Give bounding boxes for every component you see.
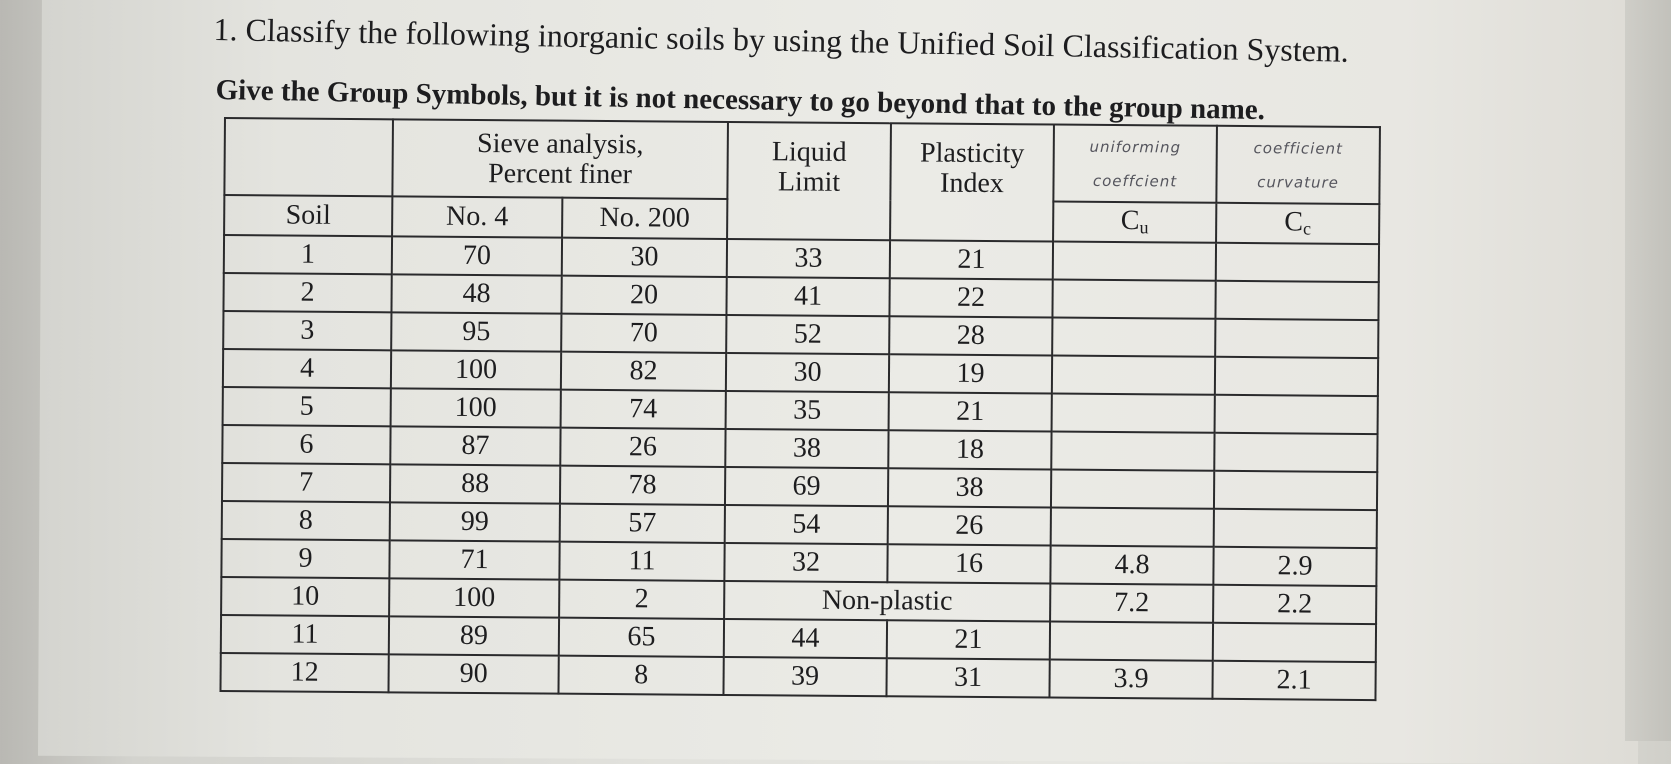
no4-cell: 48	[391, 274, 561, 313]
header-liquid-limit	[727, 122, 891, 240]
pi-cell: 26	[888, 506, 1051, 545]
cc-cell	[1216, 243, 1379, 282]
question-instruction: Give the Group Symbols, but it is not necessary to go beyond that to the group name.	[215, 73, 1266, 127]
cc-cell	[1215, 357, 1378, 396]
cc-cell	[1215, 281, 1378, 320]
soil-cell: 6	[222, 425, 390, 464]
soil-cell: 1	[224, 235, 392, 274]
header-cc-symbol	[1216, 203, 1379, 244]
ll-cell: 39	[723, 657, 886, 696]
pi-cell: 16	[887, 544, 1050, 583]
no200-cell: 70	[561, 314, 726, 353]
ll-header-line1: Liquid	[771, 136, 847, 168]
no4-cell: 100	[391, 350, 561, 389]
no200-cell: 30	[562, 238, 727, 277]
cc-cell	[1214, 433, 1377, 472]
no200-cell: 2	[559, 580, 724, 619]
soil-cell: 3	[223, 311, 391, 350]
cu-cell	[1053, 242, 1216, 281]
cu-handwritten-line1: uniforming	[1089, 137, 1182, 157]
no200-cell: 11	[559, 542, 724, 581]
soil-cell: 8	[222, 501, 390, 540]
pi-cell: 28	[889, 316, 1052, 355]
cc-cell	[1214, 471, 1377, 510]
no4-cell: 87	[390, 426, 560, 465]
soil-cell: 10	[221, 577, 389, 616]
soil-cell: 2	[223, 273, 391, 312]
no4-cell: 70	[392, 236, 562, 275]
no200-cell: 82	[561, 352, 726, 391]
cc-handwritten-line2: curvature	[1257, 172, 1339, 192]
ll-header-line2: Limit	[777, 166, 841, 198]
soil-cell: 11	[221, 615, 389, 654]
no200-cell: 26	[560, 428, 725, 467]
ll-cell: 44	[724, 619, 887, 658]
pi-cell: 22	[889, 278, 1052, 317]
header-cu-handwritten	[1053, 125, 1217, 203]
soil-cell: 5	[223, 387, 391, 426]
pi-cell: 21	[890, 240, 1053, 279]
cc-cell: 2.9	[1213, 547, 1376, 586]
cc-handwritten-line1: coefficient	[1253, 138, 1344, 158]
no4-cell: 99	[390, 502, 560, 541]
cu-handwritten-line2: coeffcient	[1092, 171, 1178, 190]
pi-header-line1: Plasticity	[919, 137, 1025, 170]
cu-cell: 7.2	[1050, 584, 1213, 623]
header-soil: Soil	[224, 195, 392, 236]
no200-cell: 20	[561, 276, 726, 315]
cu-cell: 4.8	[1050, 546, 1213, 585]
cu-cell	[1050, 622, 1213, 661]
cc-cell: 2.1	[1212, 661, 1375, 700]
cu-letter: C	[1120, 205, 1140, 237]
pi-cell: 31	[886, 658, 1049, 697]
header-corner-cell	[224, 118, 393, 196]
ll-cell: 30	[726, 353, 889, 392]
soil-cell: 9	[221, 539, 389, 578]
cu-cell: 3.9	[1049, 660, 1212, 699]
cc-cell	[1215, 319, 1378, 358]
no4-cell: 89	[389, 616, 559, 655]
header-sieve-analysis	[392, 119, 728, 199]
no200-cell: 78	[560, 466, 725, 505]
pi-cell: 19	[889, 354, 1052, 393]
cu-subscript: u	[1139, 217, 1149, 238]
ll-cell: 32	[724, 543, 887, 582]
no200-cell: 57	[560, 504, 725, 543]
cc-cell	[1215, 395, 1378, 434]
ll-cell: 38	[725, 429, 888, 468]
ll-cell: 54	[725, 505, 888, 544]
header-row-top	[224, 118, 1380, 204]
header-cc-handwritten	[1216, 126, 1380, 204]
soil-cell: 12	[220, 653, 388, 692]
pi-cell: 18	[888, 430, 1051, 469]
pi-header-line2: Index	[939, 167, 1004, 200]
pi-cell: 38	[888, 468, 1051, 507]
pi-cell: 21	[887, 620, 1050, 659]
no4-cell: 100	[391, 388, 561, 427]
cu-cell	[1052, 394, 1215, 433]
table-row	[220, 653, 1375, 700]
sieve-header-line2: Percent finer	[488, 157, 633, 190]
cu-cell	[1052, 280, 1215, 319]
question-title: 1. Classify the following inorganic soils by using the Unified Soil Classification System.	[213, 10, 1350, 69]
no4-cell: 95	[391, 312, 561, 351]
sieve-header-line1: Sieve analysis,	[476, 127, 644, 160]
cu-cell	[1051, 508, 1214, 547]
cu-cell	[1051, 432, 1214, 471]
non-plastic-cell: Non-plastic	[724, 581, 1050, 622]
cc-cell	[1213, 623, 1376, 662]
no200-cell: 65	[559, 618, 724, 657]
header-plasticity-index	[890, 123, 1054, 241]
header-cu-symbol	[1053, 202, 1216, 243]
no4-cell: 88	[390, 464, 560, 503]
paper-edge-shadow	[1625, 0, 1671, 741]
pi-cell: 21	[889, 392, 1052, 431]
no200-cell: 8	[558, 656, 723, 695]
cc-cell: 2.2	[1213, 585, 1376, 624]
header-no4: No. 4	[392, 196, 562, 237]
soil-cell: 4	[223, 349, 391, 388]
cc-subscript: c	[1302, 218, 1312, 239]
ll-cell: 33	[727, 239, 890, 278]
ll-cell: 35	[726, 391, 889, 430]
no4-cell: 100	[389, 578, 559, 617]
header-no200: No. 200	[562, 198, 727, 239]
cu-cell	[1051, 470, 1214, 509]
ll-cell: 69	[725, 467, 888, 506]
cu-cell	[1052, 318, 1215, 357]
soil-data-table-wrapper	[219, 117, 1380, 701]
soil-data-table	[219, 117, 1380, 701]
no4-cell: 90	[388, 654, 558, 693]
cc-cell	[1214, 509, 1377, 548]
ll-cell: 52	[726, 315, 889, 354]
cu-cell	[1052, 356, 1215, 395]
no4-cell: 71	[389, 540, 559, 579]
no200-cell: 74	[561, 390, 726, 429]
soil-cell: 7	[222, 463, 390, 502]
ll-cell: 41	[726, 277, 889, 316]
cc-letter: C	[1284, 206, 1304, 238]
